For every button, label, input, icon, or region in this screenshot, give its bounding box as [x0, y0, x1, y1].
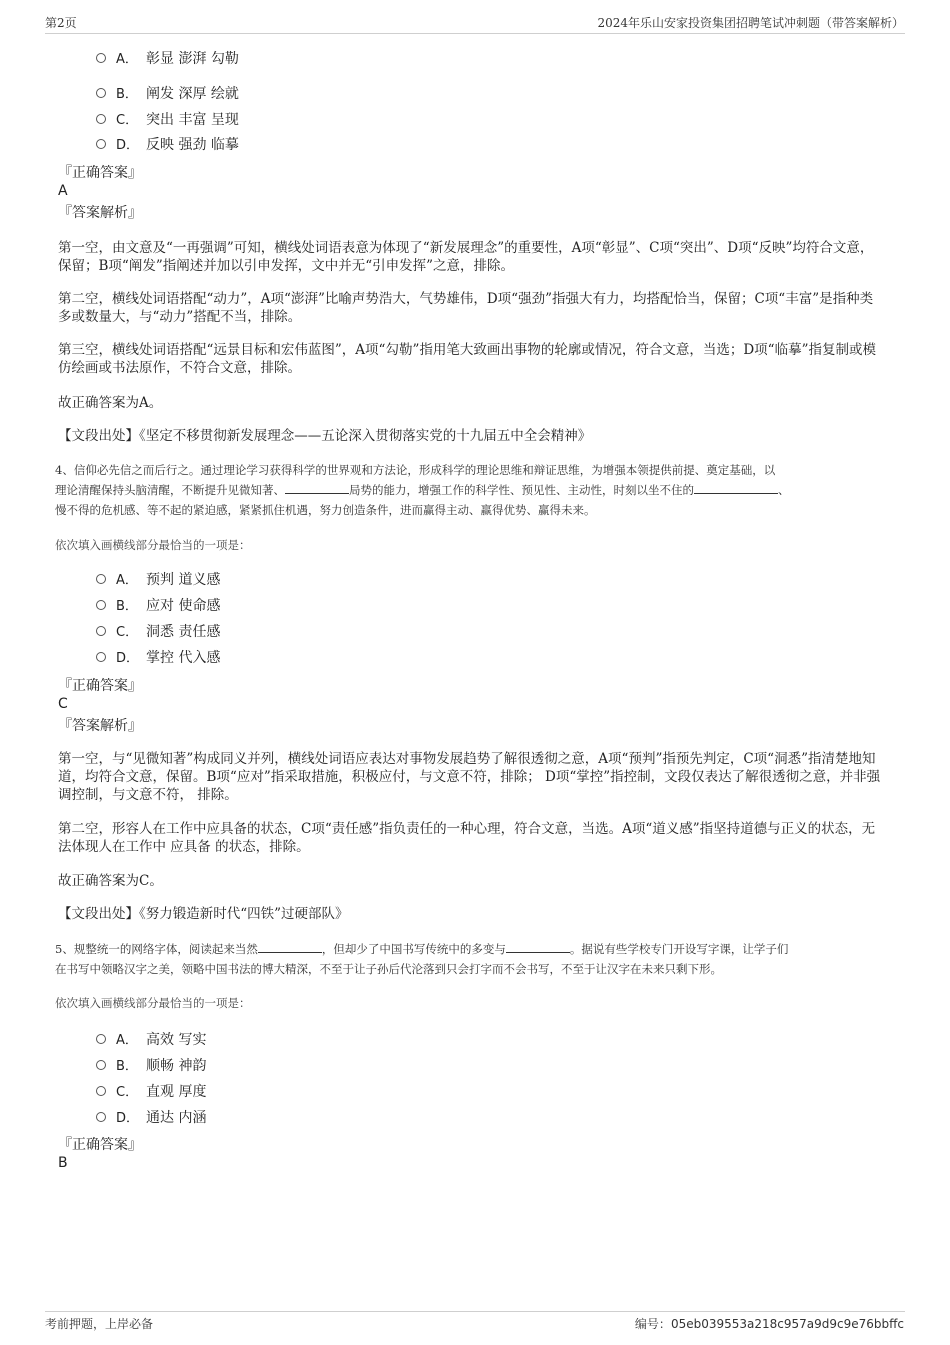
q3-answer-label: 『正确答案』	[58, 165, 142, 181]
footer-slogan: 考前押题，上岸必备	[45, 1317, 154, 1331]
q4-answer: C	[58, 696, 68, 712]
q3-analysis-p2: 第二空，横线处词语搭配“动力”，A项“澎湃”比喻声势浩大，气势雄伟，D项“强劲”指强大有力，均搭配恰当，保留；C项“丰富”是指种类多或数量大，与“动力”搭配不当，排除。	[58, 291, 874, 325]
q3-conclusion: 故正确答案为A。	[58, 395, 163, 411]
q5-prompt: 依次填入画横线部分最恰当的一项是：	[55, 996, 251, 1010]
radio-icon[interactable]	[96, 114, 106, 124]
blank	[694, 481, 778, 494]
radio-icon[interactable]	[96, 574, 106, 584]
q4-analysis-p2: 第二空，形容人在工作中应具备的状态，C项“责任感”指负责任的一种心理，符合文意，当选。A项“道义感”指坚持道德与正义的状态，无法体现人在工作中 应具备 的状态，排除。	[58, 821, 876, 855]
footer-divider	[45, 1311, 905, 1312]
q3-option-a[interactable]: A． 彰显 澎湃 勾勒	[96, 49, 239, 69]
q4-answer-label: 『正确答案』	[58, 678, 142, 694]
q4-source: 【文段出处】《努力锻造新时代“四铁”过硬部队》	[58, 906, 349, 922]
q4-analysis-p1: 第一空，与“见微知著”构成同义并列，横线处词语应表达对事物发展趋势了解很透彻之意，A项“预判”指预先判定，C项“洞悉”指清楚地知道，均符合文意，保留。B项“应对”指采取措施，积极应付，与文意不符，排除； D项“掌控”指控制，文段仅表达了解很透彻之意，并非强调控制，与文意不符， 排除。	[58, 751, 881, 803]
q3-analysis-label: 『答案解析』	[58, 205, 142, 221]
q4-option-d[interactable]: D． 掌控 代入感	[96, 648, 220, 668]
q5-option-c[interactable]: C． 直观 厚度	[96, 1082, 206, 1102]
q3-analysis-p3: 第三空，横线处词语搭配“远景目标和宏伟蓝图”，A项“勾勒”指用笔大致画出事物的轮廓或情况，符合文意，当选；D项“临摹”指复制或模仿绘画或书法原作，不符合文意，排除。	[58, 342, 876, 376]
page-number: 第2页	[45, 16, 77, 30]
radio-icon[interactable]	[96, 1112, 106, 1122]
q5-answer-label: 『正确答案』	[58, 1137, 142, 1153]
header-divider	[45, 33, 905, 34]
q5-option-d[interactable]: D． 通达 内涵	[96, 1108, 206, 1128]
radio-icon[interactable]	[96, 626, 106, 636]
blank	[506, 940, 570, 953]
q5-option-b[interactable]: B． 顺畅 神韵	[96, 1056, 206, 1076]
q4-stem: 4、信仰必先信之而后行之。通过理论学习获得科学的世界观和方法论，形成科学的理论思维和辩证思维，为增强本领提供前提、奠定基础，以 理论清醒保持头脑清醒，不断提升见微知著、 局势的能力，增强工作的科学性、预见性、主动性，时刻以坐不住的 、 慢不得的危机感、等不起的紧迫感，紧紧抓住机遇，努力创造条件，进而赢得主动、赢得优势、赢得未来。	[55, 463, 790, 517]
q5-stem: 5、规整统一的网络字体，阅读起来当然 ，但却少了中国书写传统中的多变与 。据说有些学校专门开设写字课，让学子们 在书写中领略汉字之美，领略中国书法的博大精深，不至于让子孙后代沦落到只会打字而不会书写，不至于让汉字在未来只剩下形。	[55, 942, 789, 976]
radio-icon[interactable]	[96, 53, 106, 63]
q4-option-b[interactable]: B． 应对 使命感	[96, 596, 220, 616]
radio-icon[interactable]	[96, 139, 106, 149]
q3-option-d[interactable]: D． 反映 强劲 临摹	[96, 135, 239, 155]
radio-icon[interactable]	[96, 1060, 106, 1070]
q4-analysis-label: 『答案解析』	[58, 718, 142, 734]
q3-option-c[interactable]: C． 突出 丰富 呈现	[96, 110, 239, 130]
document-title: 2024年乐山安家投资集团招聘笔试冲刺题（带答案解析）	[597, 16, 904, 30]
q3-option-b[interactable]: B． 阐发 深厚 绘就	[96, 84, 239, 104]
radio-icon[interactable]	[96, 652, 106, 662]
q4-option-c[interactable]: C． 洞悉 责任感	[96, 622, 220, 642]
q3-source: 【文段出处】《坚定不移贯彻新发展理念——五论深入贯彻落实党的十九届五中全会精神》	[58, 428, 592, 444]
radio-icon[interactable]	[96, 1086, 106, 1096]
q4-conclusion: 故正确答案为C。	[58, 873, 163, 889]
blank	[285, 481, 349, 494]
q3-analysis-p1: 第一空，由文意及“一再强调”可知，横线处词语表意为体现了“新发展理念”的重要性，A项“彰显”、C项“突出”、D项“反映”均符合文意，保留；B项“阐发”指阐述并加以引申发挥，文中并无“引申发挥”之意，排除。	[58, 240, 874, 274]
q5-option-a[interactable]: A． 高效 写实	[96, 1030, 206, 1050]
blank	[258, 940, 322, 953]
radio-icon[interactable]	[96, 1034, 106, 1044]
q5-answer: B	[58, 1155, 68, 1171]
q4-prompt: 依次填入画横线部分最恰当的一项是：	[55, 538, 251, 552]
radio-icon[interactable]	[96, 88, 106, 98]
q3-answer: A	[58, 183, 68, 199]
q4-option-a[interactable]: A． 预判 道义感	[96, 570, 220, 590]
radio-icon[interactable]	[96, 600, 106, 610]
document-code: 编号：05eb039553a218c957a9d9c9e76bbffc	[634, 1317, 904, 1331]
